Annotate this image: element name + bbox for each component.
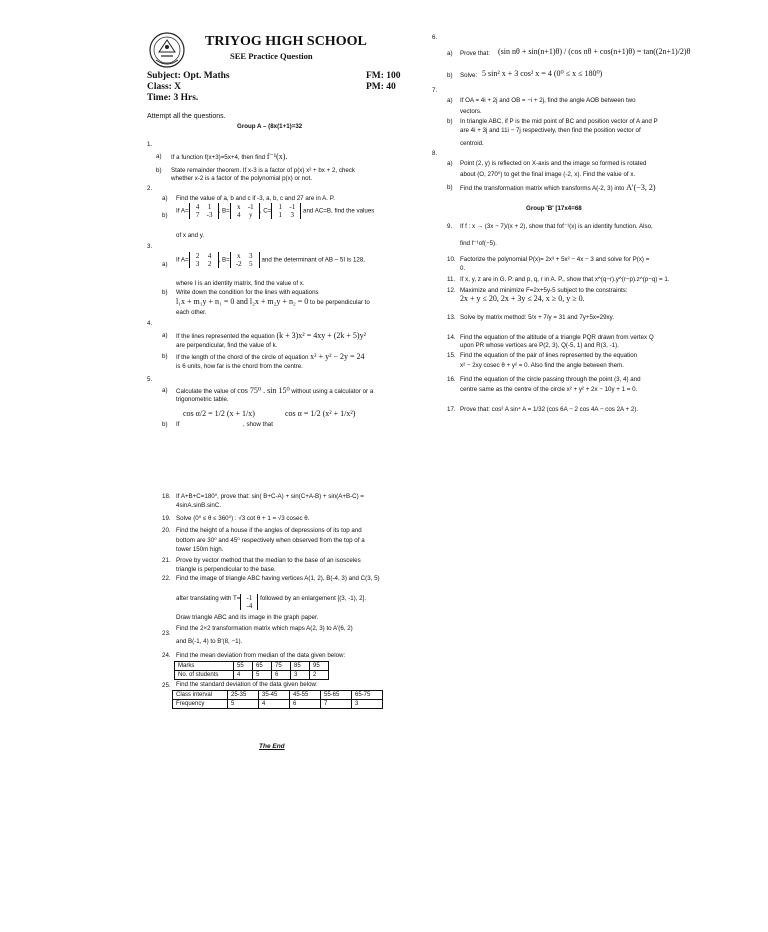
question-text: are perpendicular, find the value of k. [176, 342, 278, 349]
matrix-b: x -1 4 y [230, 203, 260, 219]
matrix-b: x 3 -2 5 [230, 252, 260, 268]
question-text: of x and y. [176, 232, 205, 239]
group-b-heading: Group 'B' [17x4=68 [526, 205, 582, 212]
question-text: Prove by vector method that the median to the base of an isosceles [176, 557, 361, 564]
question-text: where I is an identity matrix, find the value of x. [176, 280, 305, 287]
matrix-c: 1 -1 1 3 [271, 203, 301, 219]
translation-vector: -1 -4 [240, 594, 258, 610]
question-text: If a function f(x+3)=5x+4, then find f⁻¹(x). [171, 152, 288, 161]
question-number: 4. [147, 320, 153, 327]
question-number: 19. [162, 515, 171, 522]
sub-label: a) [447, 50, 453, 57]
sub-label: a) [447, 160, 453, 167]
question-number: 14. [447, 334, 456, 341]
matrix-a: 2 4 3 2 [189, 252, 219, 268]
data-table-frequency [172, 690, 383, 709]
question-text: Find the image of triangle ABC having vertices A(1, 2), B(-4, 3) and C(3, 5) [176, 575, 380, 582]
question-text: If OA = 4i + 2j and OB = −i + 2j, find the angle AOB between two [460, 97, 636, 104]
sub-label: b) [447, 184, 453, 191]
math-expression: (sin nθ + sin(n+1)θ) / (cos nθ + cos(n+1)θ) = tan((2n+1)/2)θ [498, 47, 691, 56]
question-text: In triangle ABC, if P is the mid point of BC and position vector of A and P [460, 118, 658, 125]
question-text: x² − 2xy cosec θ + y² = 0. Also find the angle between them. [460, 362, 624, 369]
question-number: 3. [147, 243, 153, 250]
question-text: Solve by matrix method: 5/x + 7/y = 31 and 7y+5x=29xy. [460, 314, 614, 321]
question-text: Find the equation of the circle passing through the point (3, 4) and [460, 376, 641, 383]
question-text: Find the 2×2 transformation matrix which maps A(2, 3) to A′(6, 2) [176, 625, 353, 632]
question-number: 12. [447, 287, 456, 294]
question-text: is 6 units, how far is the chord from the centre. [176, 363, 303, 370]
question-text: If the length of the chord of the circle of equation x² + y² − 2y = 24 [176, 352, 365, 361]
sub-label: a) [156, 153, 162, 160]
question-number: 25. [162, 682, 171, 689]
math-expression: 5 sin² x + 3 cos² x = 4 (0⁰ ≤ x ≤ 180⁰) [482, 69, 603, 78]
sub-label: b) [162, 212, 168, 219]
question-text: Find the standard deviation of the data given below: [176, 681, 318, 688]
full-marks: FM: 100 [366, 71, 401, 81]
question-text: Find the mean deviation from median of the data given below: [176, 652, 346, 659]
question-text: If [176, 421, 180, 428]
question-text: tower 150m high. [176, 546, 224, 553]
math-expression: 2x + y ≤ 20, 2x + 3y ≤ 24, x ≥ 0, y ≥ 0. [460, 294, 585, 303]
question-text: centroid. [460, 140, 484, 147]
question-number: 2. [147, 185, 153, 192]
question-text: about (O, 270⁰) to get the final image (-2, x). Find the value of x. [460, 171, 636, 178]
question-text: triangle is perpendicular to the base. [176, 566, 276, 573]
question-text: each other. [176, 309, 207, 316]
question-text: If A+B+C=180⁰, prove that: sin( B+C-A) + sin(C+A-B) + sin(A+B-C) = [176, 493, 365, 500]
question-text: If f : x → (3x − 7)/(x + 2), show that fof⁻¹(x) is an identity function. Also, [460, 223, 653, 230]
sub-label: b) [162, 353, 168, 360]
question-number: 7. [432, 87, 438, 94]
group-a-heading: Group A – (8x(1+1)=32 [237, 123, 303, 130]
sub-label: b) [162, 421, 168, 428]
question-text: Point (2, y) is reflected on X-axis and the image so formed is rotated [460, 160, 647, 167]
question-number: 17. [447, 406, 456, 413]
table-row: Class interval 25-35 35-45 45-55 55-65 65-75 [173, 691, 383, 700]
question-text: Find the equation of the pair of lines represented by the equation [460, 352, 638, 359]
question-text: and B(-1, 4) to B′(8, −1). [176, 638, 243, 645]
question-number: 10. [447, 256, 456, 263]
sub-label: a) [162, 332, 168, 339]
school-name: TRIYOG HIGH SCHOOL [205, 34, 367, 49]
sub-label: b) [162, 289, 168, 296]
matrix-question: If A=4 1 7 -3 , B=x -1 4 y , C=1 -1 1 3 and AC=B, find the values [176, 203, 375, 219]
school-logo-emblem [146, 30, 188, 70]
question-text: Calculate the value of cos 75⁰ . sin 15⁰ without using a calculator or a [176, 386, 374, 395]
instruction: Attempt all the questions. [147, 113, 226, 120]
question-text: State remainder theorem. If x-3 is a factor of p(x) x² + bx + 2, check [171, 167, 355, 174]
time-label: Time: 3 Hrs. [147, 93, 199, 103]
question-text: If the lines represented the equation (k + 3)x² = 4xy + (2k + 5)y² [176, 331, 366, 340]
question-number: 11. [447, 276, 456, 283]
question-text: Draw triangle ABC and its image in the graph paper. [176, 614, 319, 621]
question-text: trigonometric table. [176, 396, 229, 403]
question-number: 24. [162, 652, 171, 659]
table-row: No. of students 4 5 6 3 2 [175, 671, 329, 680]
question-number: 1. [147, 141, 153, 148]
question-text: centre same as the centre of the circle x² + y² + 2x − 10y + 1 = 0. [460, 386, 638, 393]
sub-label: a) [162, 195, 168, 202]
question-number: 8. [432, 150, 438, 157]
question-text: Prove that: cos² A sin⁴ A = 1/32 (cos 6A − 2 cos 4A − cos 2A + 2). [460, 406, 639, 413]
the-end-label: The End [259, 743, 285, 750]
sub-label: a) [447, 97, 453, 104]
question-text: Find the value of a, b and c if -3, a, b, c and 27 are in A. P. [176, 195, 335, 202]
question-text: Find the equation of the altitude of a triangle PQR drawn from vertex Q [460, 334, 654, 341]
question-text: Solve: [460, 72, 478, 79]
question-text: Find the height of a house if the angles of depressions of its top and [176, 527, 362, 534]
question-text: are 4i + 3j and 11i − 7j respectively, then find the position vector of [460, 127, 641, 134]
matrix-a: 4 1 7 -3 [189, 203, 219, 219]
question-text: bottom are 30⁰ and 45⁰ respectively when observed from the top of a [176, 537, 365, 544]
question-text: find f⁻¹of(−5). [460, 240, 497, 247]
sub-label: b) [447, 72, 453, 79]
question-text: , show that [243, 421, 273, 428]
question-text: whether x-2 is a factor of the polynomial p(x) or not. [171, 175, 313, 182]
question-text: Write down the condition for the lines with equations [176, 289, 319, 296]
pass-marks: PM: 40 [366, 82, 396, 92]
question-text: Maximize and minimize F=2x+5y-5 subject to the constraints: [460, 287, 628, 294]
question-text: after translating with T= -1 -4 followed by an enlargement [(3, -1), 2]. [176, 594, 367, 610]
class-label: Class: X [147, 82, 182, 92]
sub-label: b) [447, 118, 453, 125]
sub-label: a) [162, 261, 168, 268]
question-text: 4sinA.sinB.sinC. [176, 502, 222, 509]
question-text: Prove that: [460, 50, 490, 57]
question-number: 5. [147, 376, 153, 383]
question-number: 15. [447, 352, 456, 359]
sub-label: b) [156, 167, 162, 174]
question-text: 0. [460, 265, 466, 272]
question-number: 23. [162, 630, 171, 637]
question-number: 21. [162, 557, 171, 564]
question-text: vectors. [460, 108, 482, 115]
question-number: 22. [162, 575, 171, 582]
exam-title: SEE Practice Question [230, 51, 313, 61]
table-row: Frequency 5 4 6 7 3 [173, 700, 383, 709]
subject-label: Subject: Opt. Maths [147, 71, 230, 81]
question-text: upon PR whose vertices are P(2, 3), Q(-5, 1) and R(3, -1). [460, 342, 619, 349]
question-number: 18. [162, 493, 171, 500]
question-number: 9. [447, 223, 453, 230]
data-table-marks [174, 661, 329, 680]
question-text: Factorize the polynomial P(x)= 2x³ + 5x² − 4x − 3 and solve for P(x) = [460, 256, 650, 263]
question-number: 20. [162, 527, 171, 534]
question-text: Find the transformation matrix which transforms A(-2, 3) into A′(−3, 2) [460, 183, 656, 192]
question-text: l₁x + m₁y + n₁ = 0 and l₂x + m₂y + n₂ = 0 to be perpendicular to [176, 297, 370, 306]
matrix-question: If A=2 4 3 2 , B=x 3 -2 5 and the determinant of AB – 5I is 128, [176, 252, 366, 268]
sub-label: a) [162, 387, 168, 394]
question-text: If x, y, z are in G. P. and p, q, r in A. P., show that x^(q−r).y^(r−p).z^(p−q) = 1. [460, 276, 670, 283]
table-row: Marks 55 65 75 85 95 [175, 662, 329, 671]
question-text: Solve (0⁰ ≤ θ ≤ 360⁰) : √3 cot θ + 1 = √3 cosec θ. [176, 515, 310, 522]
question-number: 13. [447, 314, 456, 321]
question-number: 6. [432, 34, 438, 41]
math-expression: cos α/2 = 1/2 (x + 1/x) [183, 409, 255, 418]
math-expression: cos α = 1/2 (x² + 1/x²) [285, 409, 356, 418]
question-number: 16. [447, 376, 456, 383]
